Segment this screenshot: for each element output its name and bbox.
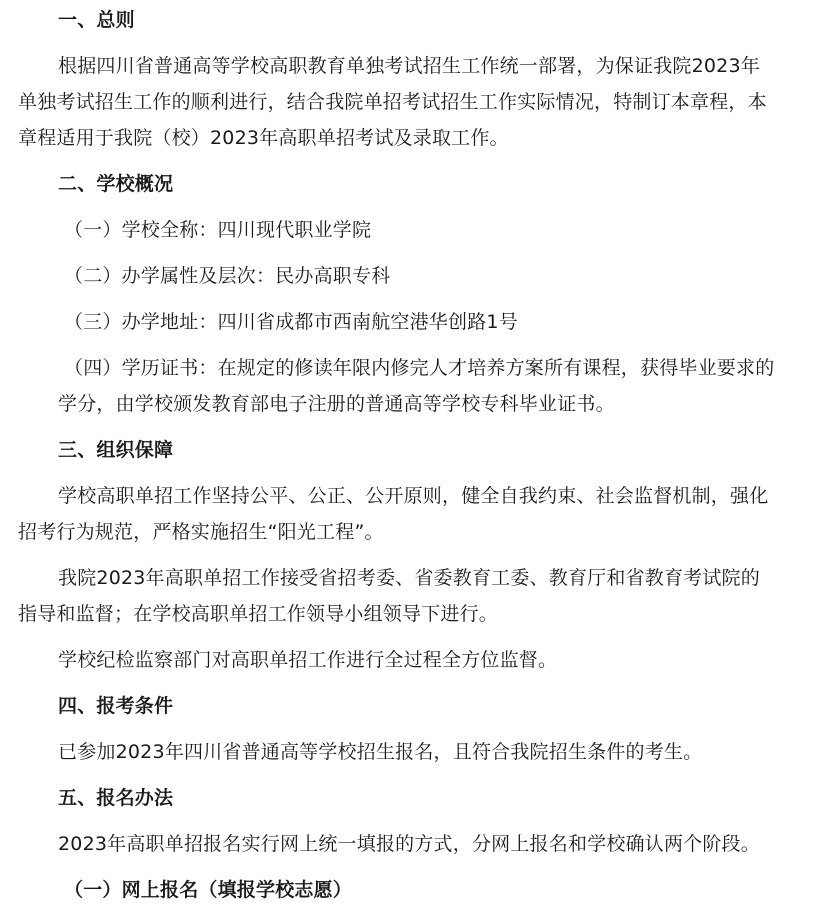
section-heading-registration: 五、报名办法 <box>58 787 174 809</box>
section-heading-organization: 三、组织保障 <box>58 439 174 461</box>
section-heading-eligibility: 四、报考条件 <box>58 695 174 717</box>
list-item: （一）学校全称：四川现代职业学院 <box>64 219 372 241</box>
paragraph-line: 学分，由学校颁发教育部电子注册的普通高等学校专科毕业证书。 <box>58 393 615 415</box>
paragraph-line: 我院2023年高职单招工作接受省招考委、省委教育工委、教育厅和省教育考试院的 <box>58 567 760 589</box>
section-heading-general: 一、总则 <box>58 9 135 31</box>
paragraph-line: 根据四川省普通高等学校高职教育单独考试招生工作统一部署，为保证我院2023年 <box>58 55 760 77</box>
list-item: （四）学历证书：在规定的修读年限内修完人才培养方案所有课程，获得毕业要求的 <box>64 357 775 379</box>
paragraph-line: 指导和监督；在学校高职单招工作领导小组领导下进行。 <box>18 603 499 625</box>
list-item: （三）办学地址：四川省成都市西南航空港华创路1号 <box>64 311 518 333</box>
list-item: （二）办学属性及层次：民办高职专科 <box>64 265 391 287</box>
paragraph-line: 已参加2023年四川省普通高等学校招生报名，且符合我院招生条件的考生。 <box>58 741 703 763</box>
paragraph-line: 学校高职单招工作坚持公平、公正、公开原则，健全自我约束、社会监督机制，强化 <box>58 485 769 507</box>
paragraph-line: 章程适用于我院（校）2023年高职单招考试及录取工作。 <box>18 127 509 149</box>
paragraph-line: 招考行为规范，严格实施招生“阳光工程”。 <box>18 521 384 543</box>
paragraph-line: 学校纪检监察部门对高职单招工作进行全过程全方位监督。 <box>58 649 558 671</box>
subsection-heading-online-registration: （一）网上报名（填报学校志愿） <box>64 879 353 901</box>
paragraph-line: 单独考试招生工作的顺利进行，结合我院单招考试招生工作实际情况，特制订本章程，本 <box>18 91 767 113</box>
paragraph-line: 2023年高职单招报名实行网上统一填报的方式，分网上报名和学校确认两个阶段。 <box>58 833 760 855</box>
section-heading-school-overview: 二、学校概况 <box>58 173 174 195</box>
